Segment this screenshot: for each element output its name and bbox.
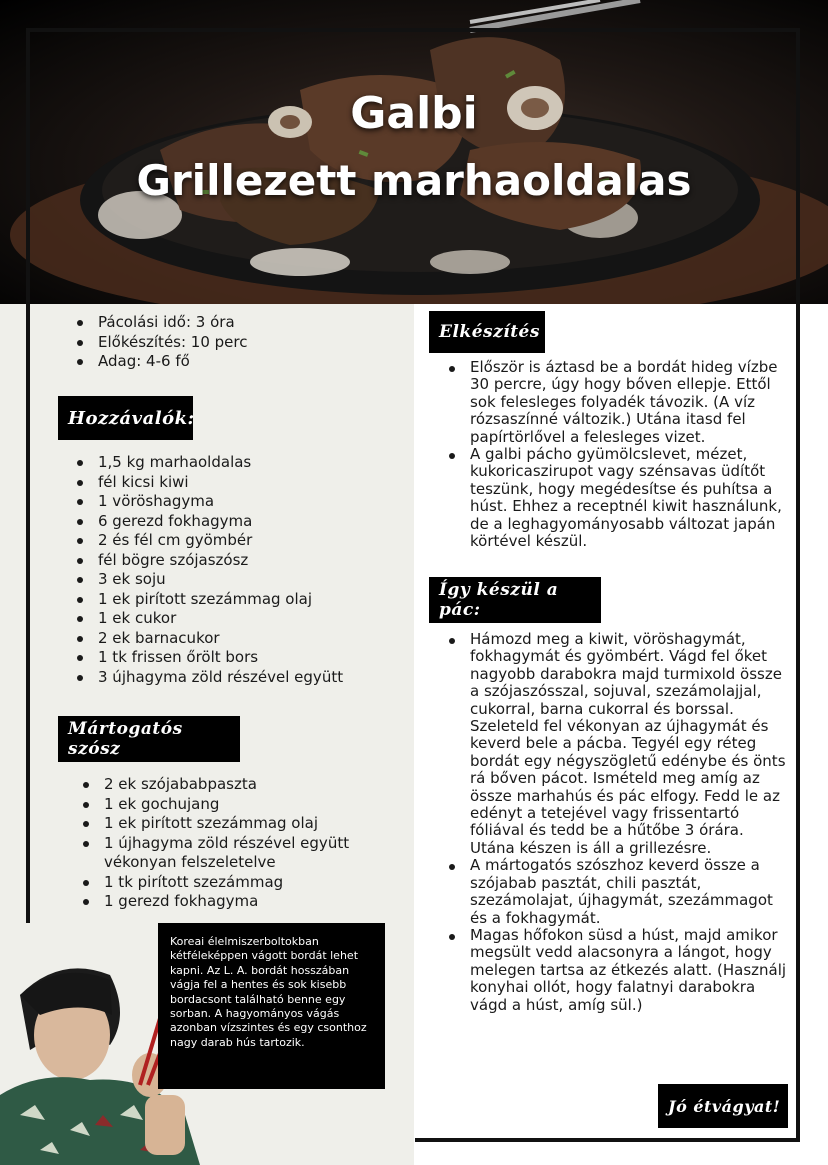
list-item: A galbi pácho gyümölcslevet, mézet, kukoricaszirupot vagy szénsavas üdítőt teszünk, hogy megédesítse és puhítsa a húst. Ehhez a receptnél kiwit használunk, de a leghagyományosabb változat japán körtével készül. bbox=[446, 446, 788, 550]
list-item: 1 újhagyma zöld részével együtt vékonyan felszeletelve bbox=[80, 834, 380, 873]
list-item: 1 vöröshagyma bbox=[74, 492, 343, 512]
dipping-sauce-list bbox=[80, 775, 380, 912]
list-item: 1 tk frissen őrölt bors bbox=[74, 648, 343, 668]
recipe-title-korean: Galbi bbox=[350, 88, 478, 139]
bon-appetit-label: Jó étvágyat! bbox=[658, 1084, 788, 1128]
hero-image bbox=[0, 0, 828, 304]
dipping-sauce-heading: Mártogatós szósz bbox=[58, 716, 240, 762]
preparation-heading: Elkészítés bbox=[429, 311, 545, 353]
frame-border-top bbox=[26, 28, 798, 32]
marinade-list bbox=[446, 631, 788, 1014]
marinade-heading: Így készül a pác: bbox=[429, 577, 601, 623]
list-item: 2 ek szójababpaszta bbox=[80, 775, 380, 795]
list-item: 1,5 kg marhaoldalas bbox=[74, 453, 343, 473]
frame-border-bottom bbox=[415, 1138, 800, 1142]
list-item: 2 és fél cm gyömbér bbox=[74, 531, 343, 551]
list-item: Adag: 4-6 fő bbox=[74, 352, 248, 372]
list-item: 3 ek soju bbox=[74, 570, 343, 590]
list-item: 6 gerezd fokhagyma bbox=[74, 512, 343, 532]
list-item: Előkészítés: 10 perc bbox=[74, 333, 248, 353]
list-item: Hámozd meg a kiwit, vöröshagymát, fokhagymát és gyömbért. Vágd fel őket nagyobb darabokra majd turmixold össze a szójaszósszal, sojuval, szezámolajjal, cukorral, barna cukorral és borssal. Szeleteld fel vékonyan az újhagymát és keverd bele a pácba. Tegyél egy réteg bordát egy négyszögletű edénybe és önts rá bőven pácot. Ismételd meg amíg az össze marhahús és pác elfogy. Fedd le az edényt a tetejével vagy frissentartó fóliával és tedd be a hűtőbe 3 órára. Utána készen is áll a grillezésre. bbox=[446, 631, 788, 857]
recipe-meta-list bbox=[74, 313, 248, 372]
ingredients-list bbox=[74, 453, 343, 687]
ingredients-heading: Hozzávalók: bbox=[58, 396, 193, 440]
list-item: 1 ek cukor bbox=[74, 609, 343, 629]
list-item: fél kicsi kiwi bbox=[74, 473, 343, 493]
list-item: 1 ek gochujang bbox=[80, 795, 380, 815]
grilled-ribs-illustration bbox=[0, 0, 828, 304]
list-item: 3 újhagyma zöld részével együtt bbox=[74, 668, 343, 688]
recipe-title-hungarian: Grillezett marhaoldalas bbox=[136, 156, 692, 205]
list-item: Először is áztasd be a bordát hideg vízbe 30 percre, úgy hogy bőven ellepje. Ettől sok felesleges folyadék távozik. (A víz rózsaszínné változik.) Utána itasd fel papírtörlővel a felesleges vizet. bbox=[446, 359, 788, 446]
preparation-list bbox=[446, 359, 788, 550]
list-item: A mártogatós szószhoz keverd össze a szójabab pasztát, chili pasztát, szezámolajat, újhagymát, szezámmagot és a fokhagymát. bbox=[446, 857, 788, 927]
list-item: fél bögre szójaszósz bbox=[74, 551, 343, 571]
note-box: Koreai élelmiszerboltokban kétféleképpen vágott bordát lehet kapni. Az L. A. bordát hosszában vágja fel a hentes és sok kisebb bordacsont található benne egy sorban. A hagyományos vágás azonban vízszintes és egy csonthoz nagy darab hús tartozik. bbox=[158, 923, 385, 1089]
list-item: 1 ek pirított szezámmag olaj bbox=[80, 814, 380, 834]
frame-border-left bbox=[26, 28, 30, 923]
list-item: 1 tk pirított szezámmag bbox=[80, 873, 380, 893]
list-item: 1 ek pirított szezámmag olaj bbox=[74, 590, 343, 610]
frame-border-right bbox=[796, 28, 800, 1140]
list-item: 2 ek barnacukor bbox=[74, 629, 343, 649]
list-item: Magas hőfokon süsd a húst, majd amikor megsült vedd alacsonyra a lángot, hogy melegen tartsa az étkezés alatt. (Használj konyhai ollót, hogy falatnyi darabokra vágd a húst, amíg sül.) bbox=[446, 927, 788, 1014]
list-item: 1 gerezd fokhagyma bbox=[80, 892, 380, 912]
list-item: Pácolási idő: 3 óra bbox=[74, 313, 248, 333]
